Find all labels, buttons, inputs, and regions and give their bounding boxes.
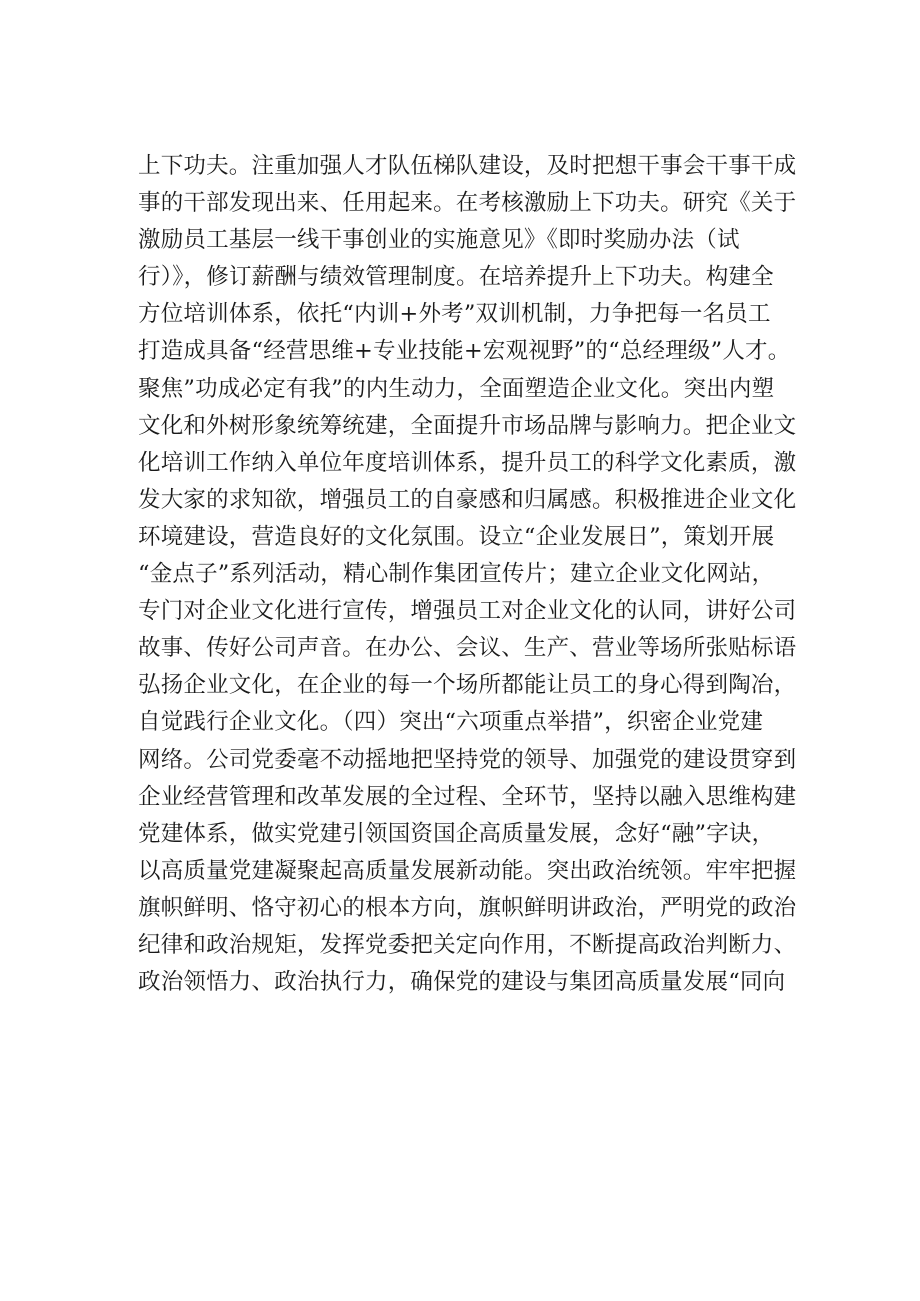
body-text <box>138 148 798 1001</box>
text-line: 故事、传好公司声音。在办公、会议、生产、营业等场所张贴标语 <box>138 635 797 662</box>
text-line: 自觉践行企业文化。（四）突出“六项重点举措”，织密企业党建 <box>138 709 764 736</box>
text-line: 聚焦”功成必定有我”的内生动力，全面塑造企业文化。突出内塑 <box>138 375 775 402</box>
text-line: 发大家的求知欲，增强员工的自豪感和归属感。积极推进企业文化 <box>138 486 797 513</box>
text-line: 环境建设，营造良好的文化氛围。设立“企业发展日”，策划开展 <box>138 523 775 550</box>
text-line: 弘扬企业文化，在企业的每一个场所都能让员工的身心得到陶冶， <box>138 672 797 699</box>
text-line: 化培训工作纳入单位年度培训体系，提升员工的科学文化素质，激 <box>138 449 797 476</box>
text-line: 文化和外树形象统筹统建，全面提升市场品牌与影响力。把企业文 <box>138 412 797 439</box>
text-line: 打造成具备“经营思维+专业技能+宏观视野”的“总经理级”人才。 <box>138 338 791 365</box>
text-line: 激励员工基层一线干事创业的实施意见》《即时奖励办法（试 <box>138 227 740 254</box>
text-line: 事的干部发现出来、任用起来。在考核激励上下功夫。研究《关于 <box>138 190 797 217</box>
text-line: 旗帜鲜明、恪守初心的根本方向，旗帜鲜明讲政治，严明党的政治 <box>138 894 797 921</box>
text-line: 上下功夫。注重加强人才队伍梯队建设，及时把想干事会干事干成 <box>138 153 797 179</box>
text-line: 方位培训体系，依托“内训+外考”双训机制，力争把每一名员工 <box>138 301 771 328</box>
text-line: 纪律和政治规矩，发挥党委把关定向作用，不断提高政治判断力、 <box>138 931 797 958</box>
text-line: 行）》，修订薪酬与绩效管理制度。在培养提升上下功夫。构建全 <box>138 264 774 291</box>
text-line: 专门对企业文化进行宣传，增强员工对企业文化的认同，讲好公司 <box>138 598 797 625</box>
text-line: 网络。公司党委毫不动摇地把坚持党的领导、加强党的建设贯穿到 <box>138 746 797 773</box>
text-line: 以高质量党建凝聚起高质量发展新动能。突出政治统领。牢牢把握 <box>138 857 797 884</box>
text-line: 企业经营管理和改革发展的全过程、全环节，坚持以融入思维构建 <box>138 783 797 810</box>
text-line: 政治领悟力、政治执行力，确保党的建设与集团高质量发展“同向 <box>138 969 786 996</box>
text-line: “金点子”系列活动，精心制作集团宣传片；建立企业文化网站， <box>138 561 775 588</box>
text-line: 党建体系，做实党建引领国资国企高质量发展，念好“融”字诀， <box>138 820 775 847</box>
